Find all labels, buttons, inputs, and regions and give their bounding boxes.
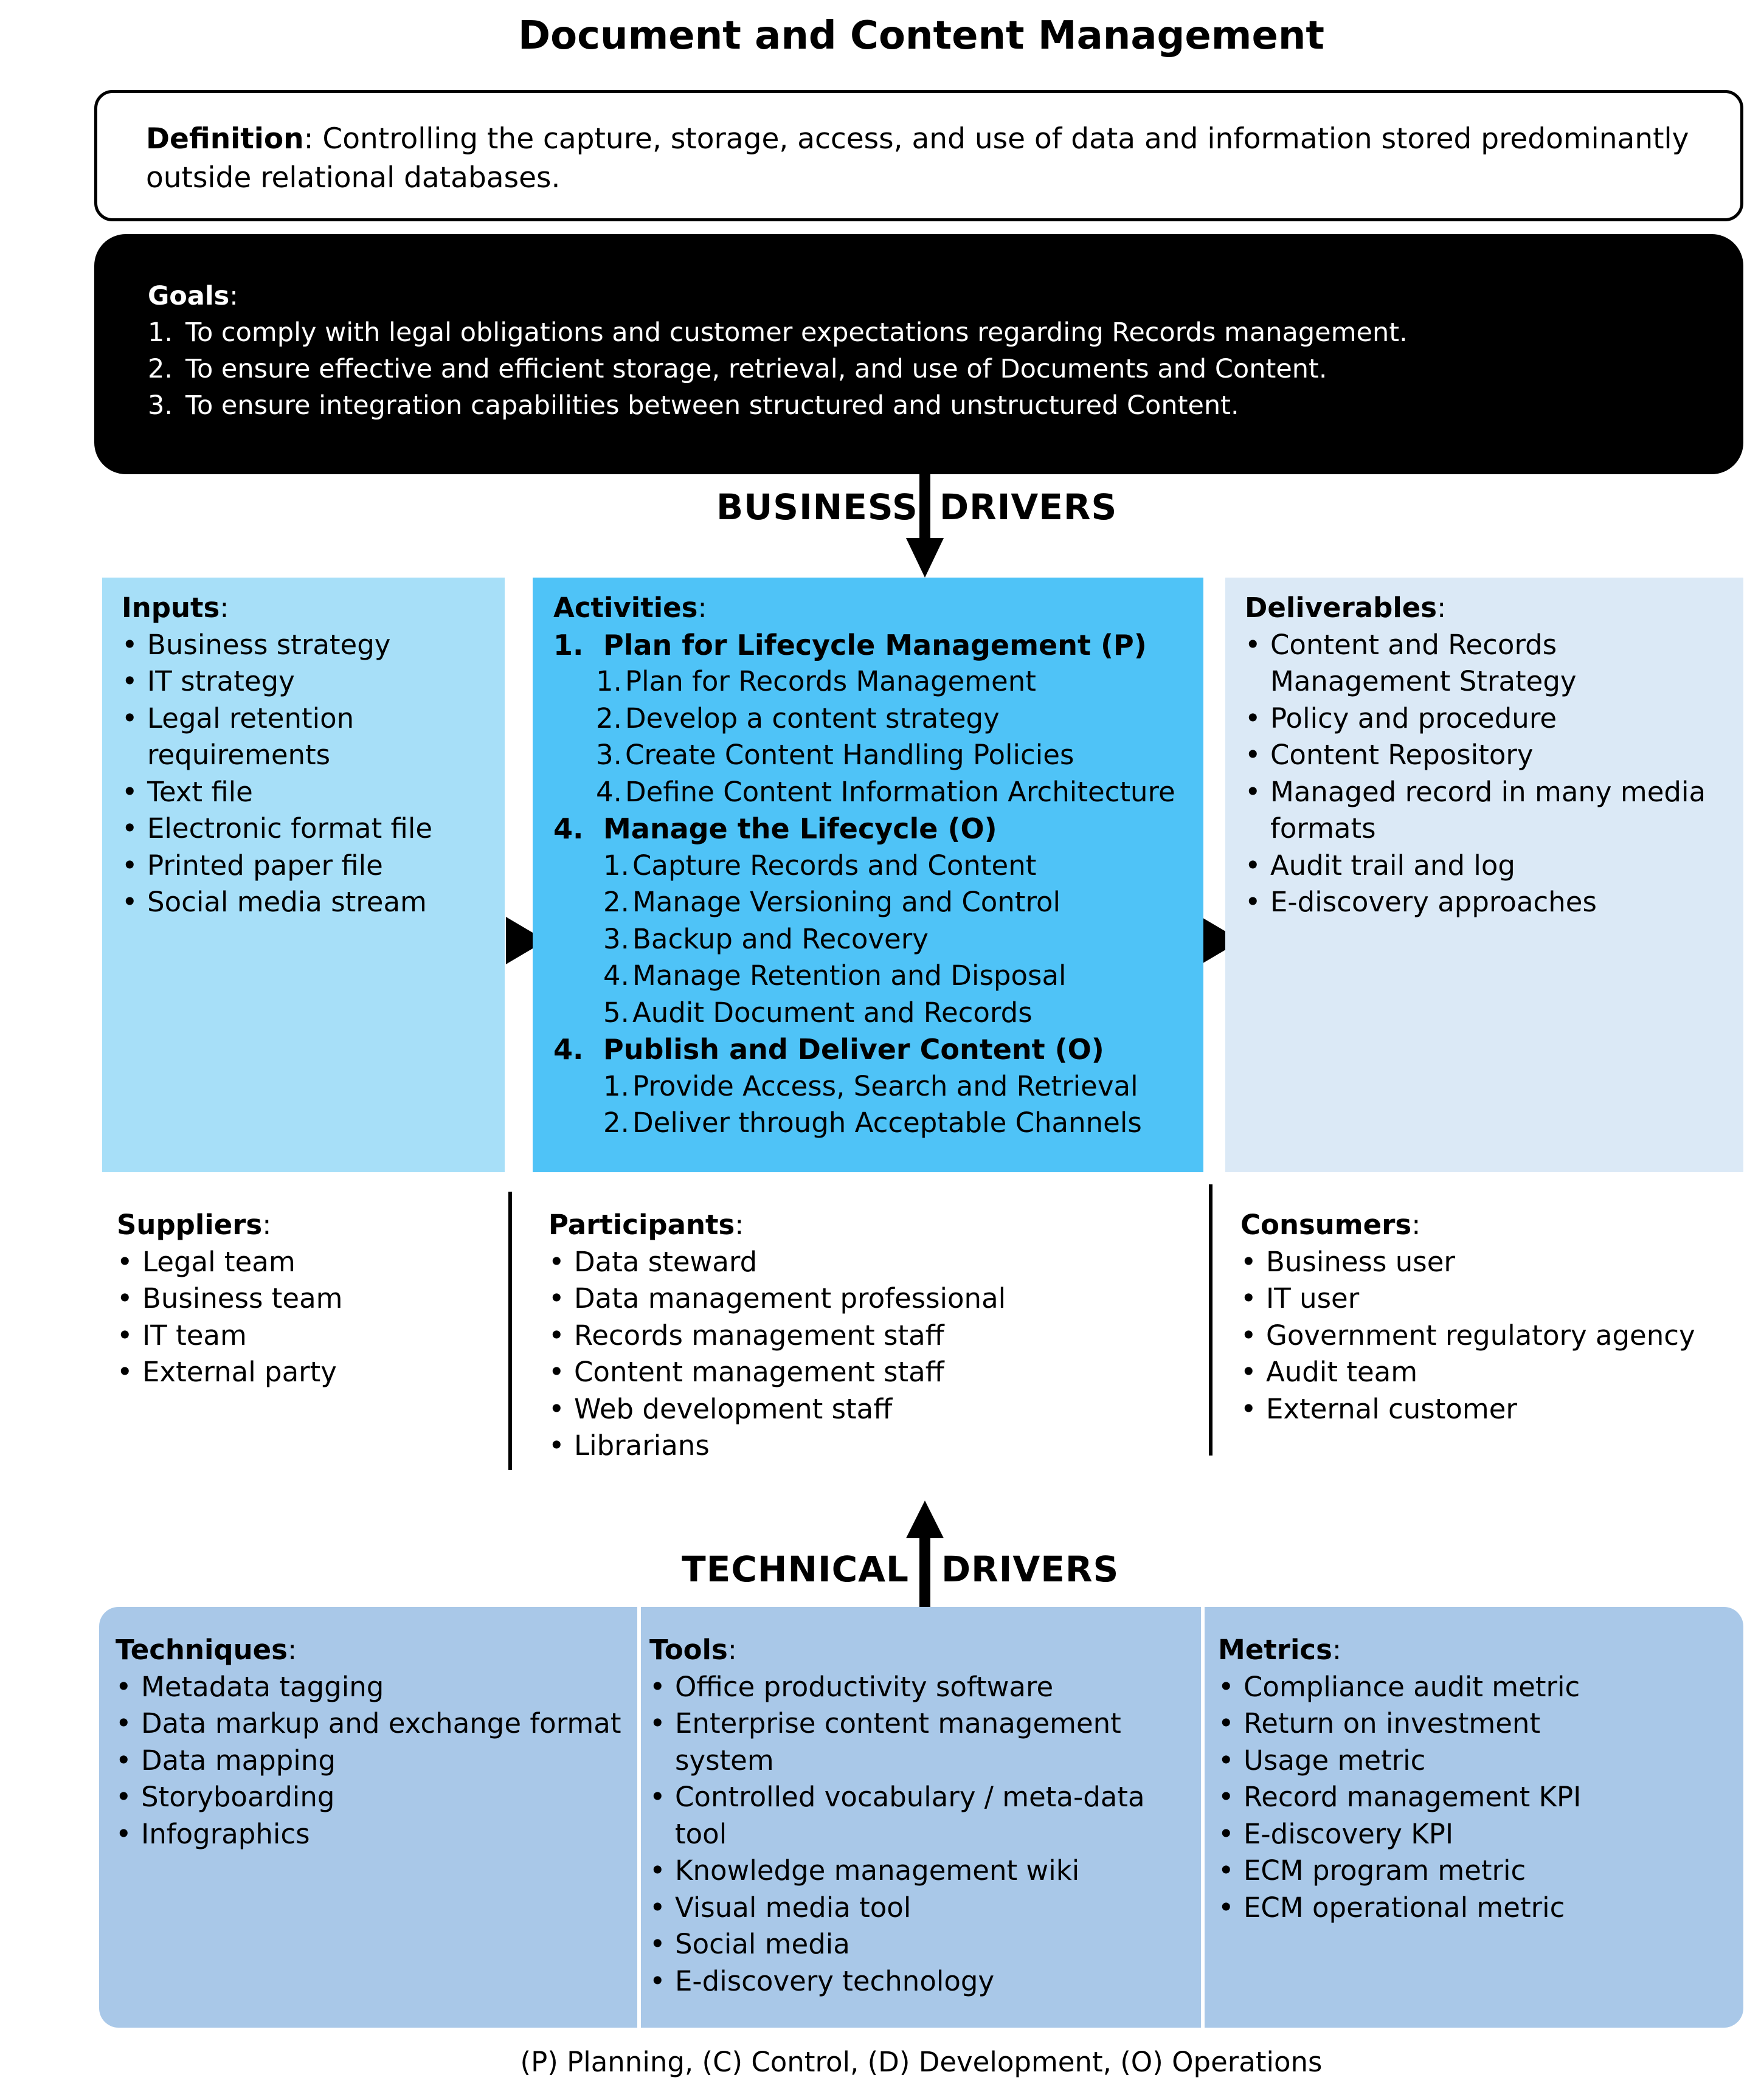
- deliverables-label: Deliverables: [1245, 592, 1437, 624]
- list-item: • External party: [117, 1354, 499, 1391]
- activity-sub-item: [596, 700, 1197, 737]
- activity-title: Manage the Lifecycle (O): [603, 812, 997, 845]
- list-item: • Controlled vocabulary / meta-data tool: [649, 1779, 1197, 1853]
- goal-num: 3.: [148, 390, 173, 421]
- list-item: • Managed record in many media formats: [1245, 774, 1708, 848]
- goal-text: To comply with legal obligations and customer expectations regarding Records management.: [185, 317, 1408, 348]
- list-item: • Enterprise content management system: [649, 1705, 1197, 1779]
- activity-num: 4.: [553, 812, 584, 845]
- list-item: • Knowledge management wiki: [649, 1853, 1197, 1890]
- activity-sub-list: [553, 663, 1197, 810]
- list-item: • Social media: [649, 1926, 1197, 1963]
- list-item: • Business user: [1240, 1244, 1744, 1281]
- participants-label: Participants: [548, 1209, 735, 1241]
- definition-text-line2: outside relational databases.: [146, 161, 561, 195]
- list-item: • Audit trail and log: [1245, 848, 1737, 885]
- activity-num: 4.: [553, 1033, 584, 1066]
- list-item: • IT user: [1240, 1280, 1744, 1318]
- activity-sub-item: [603, 995, 1197, 1032]
- activity-sub-item: [603, 1105, 1197, 1142]
- divider: [1209, 1184, 1213, 1456]
- technical-drivers-label-left: TECHNICAL: [682, 1549, 909, 1590]
- list-item: • Office productivity software: [649, 1669, 1197, 1706]
- page-title: Document and Content Management: [518, 13, 1324, 58]
- list-item: • Business team: [117, 1280, 499, 1318]
- sub-num: 1.: [603, 1069, 629, 1102]
- list-item: • Content Repository: [1245, 737, 1737, 774]
- activity-group: [553, 810, 1197, 848]
- sub-text: Deliver through Acceptable Channels: [632, 1107, 1142, 1139]
- list-item: • Audit team: [1240, 1354, 1744, 1391]
- activity-sub-item: [603, 921, 1197, 958]
- techniques-list: [116, 1669, 632, 1853]
- list-item: • Librarians: [548, 1428, 1198, 1465]
- sub-text: Develop a content strategy: [625, 702, 1000, 734]
- activity-sub-item: [596, 663, 1197, 700]
- definition-text: : Controlling the capture, storage, access, and use of data and information stored predominantly: [303, 122, 1689, 156]
- list-item: • Return on investment: [1218, 1705, 1741, 1743]
- business-drivers-label-left: BUSINESS: [716, 486, 918, 528]
- deliverables-panel: Deliverables: • Content and Records Management Strategy • Policy and procedure • Content Repository • Managed record in many media formats • Audit trail and log • E-discovery approaches: [1225, 578, 1743, 1172]
- list-item: • Electronic format file: [122, 810, 499, 848]
- consumers-panel: Consumers: • Business user • IT user • Government regulatory agency • Audit team • External customer: [1221, 1207, 1744, 1428]
- list-item: • ECM program metric: [1218, 1853, 1741, 1890]
- sub-text: Backup and Recovery: [632, 922, 929, 955]
- techniques-panel: Techniques: • Metadata tagging • Data markup and exchange format • Data mapping • Storyboarding • Infographics: [116, 1632, 632, 1853]
- sub-text: Provide Access, Search and Retrieval: [632, 1069, 1138, 1102]
- list-item: • E-discovery technology: [649, 1963, 1197, 2000]
- sub-text: Define Content Information Architecture: [625, 775, 1175, 808]
- technical-drivers-label-right: DRIVERS: [941, 1549, 1119, 1590]
- activity-num: 1.: [553, 628, 584, 661]
- activity-sub-list: [553, 848, 1197, 1032]
- tools-panel: Tools: • Office productivity software • Enterprise content management system • Controlled vocabulary / meta-data tool • Knowledge management wiki • Visual media tool • Social media • E-discovery technology: [649, 1632, 1197, 2000]
- list-item: • IT strategy: [122, 663, 499, 700]
- list-item: • Printed paper file: [122, 848, 499, 885]
- participants-list: [548, 1244, 1198, 1465]
- tools-list: [649, 1669, 1197, 2000]
- suppliers-label: Suppliers: [117, 1209, 263, 1241]
- activity-group: [553, 627, 1197, 664]
- activity-sub-item: [603, 1068, 1197, 1105]
- sub-text: Manage Versioning and Control: [632, 886, 1061, 918]
- list-item: • External customer: [1240, 1391, 1744, 1428]
- activities-label: Activities: [553, 592, 698, 624]
- list-item: • ECM operational metric: [1218, 1890, 1741, 1927]
- consumers-list: [1240, 1244, 1744, 1428]
- list-item: • Visual media tool: [649, 1890, 1197, 1927]
- sub-num: 1.: [603, 849, 629, 882]
- list-item: • Usage metric: [1218, 1743, 1741, 1780]
- column-divider: [637, 1607, 641, 2028]
- sub-num: 2.: [603, 886, 629, 918]
- list-item: • IT team: [117, 1318, 499, 1355]
- sub-num: 5.: [603, 996, 629, 1029]
- consumers-label: Consumers: [1240, 1209, 1412, 1241]
- deliverables-list: [1245, 627, 1737, 921]
- activity-sub-list: [553, 1068, 1197, 1142]
- list-item: • Web development staff: [548, 1391, 1198, 1428]
- list-item: • Record management KPI: [1218, 1779, 1741, 1816]
- activity-sub-item: [603, 884, 1197, 921]
- activity-sub-item: [596, 737, 1197, 774]
- activity-sub-item: [603, 958, 1197, 995]
- suppliers-list: [117, 1244, 499, 1391]
- list-item: • Data management professional: [548, 1280, 1198, 1318]
- activities-panel: Activities: 1. Plan for Lifecycle Management (P) 1. Plan for Records Management 2. Develop a content strategy 3. Create Content Handling Policies 4. Define Content Information Architecture 4. Manage the Lifecycle (O) 1. Capture Records and Content 2. Manage Versioning and Control 3. Backup and Recovery 4. Manage Retention and Disposal 5. Audit Document and Records 4. Publish and Deliver Content (O) 1. Provide Access, Search and Retrieval 2. Deliver through Acceptable Channels: [533, 578, 1203, 1172]
- list-item: • Storyboarding: [116, 1779, 632, 1816]
- inputs-label: Inputs: [122, 592, 220, 624]
- participants-panel: Participants: • Data steward • Data management professional • Records management staff • Content management staff • Web development staff • Librarians: [529, 1207, 1198, 1465]
- list-item: • Legal team: [117, 1244, 499, 1281]
- tools-label: Tools: [649, 1634, 728, 1666]
- list-item: • Metadata tagging: [116, 1669, 632, 1706]
- metrics-list: [1218, 1669, 1741, 1927]
- sub-text: Manage Retention and Disposal: [632, 959, 1067, 992]
- list-item: • Social media stream: [122, 884, 499, 921]
- activity-sub-item: [596, 774, 1197, 811]
- sub-num: 2.: [596, 702, 622, 734]
- list-item: • Content management staff: [548, 1354, 1198, 1391]
- metrics-label: Metrics: [1218, 1634, 1332, 1666]
- goal-text: To ensure integration capabilities between structured and unstructured Content.: [185, 390, 1239, 421]
- sub-num: 4.: [596, 775, 622, 808]
- technical-drivers-arrow: [906, 1501, 944, 1607]
- footer-legend: (P) Planning, (C) Control, (D) Development, (O) Operations: [520, 2046, 1323, 2078]
- goal-num: 2.: [148, 354, 173, 384]
- activity-group: [553, 1031, 1197, 1068]
- sub-num: 3.: [603, 922, 629, 955]
- metrics-panel: Metrics: • Compliance audit metric • Return on investment • Usage metric • Record management KPI • E-discovery KPI • ECM program metric • ECM operational metric: [1218, 1632, 1741, 1926]
- goal-text: To ensure effective and efficient storage, retrieval, and use of Documents and Content.: [185, 354, 1327, 384]
- techniques-label: Techniques: [116, 1634, 288, 1666]
- sub-text: Audit Document and Records: [632, 996, 1033, 1029]
- list-item: • Records management staff: [548, 1318, 1198, 1355]
- list-item: • Content and Records Management Strategy: [1245, 627, 1732, 700]
- suppliers-panel: Suppliers: • Legal team • Business team • IT team • External party: [97, 1207, 499, 1391]
- list-item: • Infographics: [116, 1816, 632, 1853]
- inputs-list: [122, 627, 499, 921]
- inputs-panel: Inputs: • Business strategy • IT strategy • Legal retention requirements • Text file • Electronic format file • Printed paper file • Social media stream: [102, 578, 505, 1172]
- list-item: • Data markup and exchange format: [116, 1705, 632, 1743]
- goals-label: Goals: [148, 281, 230, 311]
- list-item: • Compliance audit metric: [1218, 1669, 1741, 1706]
- list-item: • E-discovery KPI: [1218, 1816, 1741, 1853]
- sub-num: 3.: [596, 739, 622, 771]
- divider: [508, 1192, 512, 1470]
- activity-title: Publish and Deliver Content (O): [603, 1033, 1104, 1066]
- business-drivers-label-right: DRIVERS: [939, 486, 1118, 528]
- list-item: • Policy and procedure: [1245, 700, 1737, 737]
- sub-num: 2.: [603, 1107, 629, 1139]
- list-item: • Legal retention requirements: [122, 700, 366, 774]
- list-item: • Business strategy: [122, 627, 499, 664]
- sub-text: Create Content Handling Policies: [625, 739, 1074, 771]
- goals-box: Goals: 1. To comply with legal obligations and customer expectations regarding Records management. 2. To ensure effective and efficient storage, retrieval, and use of Documents and Content. 3. To ensure integration capabilities between structured and unstructured Content.: [94, 234, 1743, 474]
- list-item: • Data steward: [548, 1244, 1198, 1281]
- list-item: • Text file: [122, 774, 499, 811]
- activity-title: Plan for Lifecycle Management (P): [603, 628, 1147, 661]
- sub-num: 1.: [596, 665, 622, 697]
- sub-text: Plan for Records Management: [625, 665, 1036, 697]
- sub-text: Capture Records and Content: [632, 849, 1037, 882]
- activity-sub-item: [603, 848, 1197, 885]
- column-divider: [1201, 1607, 1205, 2028]
- definition-label: Definition: [146, 122, 304, 156]
- goal-num: 1.: [148, 317, 173, 348]
- sub-num: 4.: [603, 959, 629, 992]
- list-item: • E-discovery approaches: [1245, 884, 1737, 921]
- list-item: • Government regulatory agency: [1240, 1318, 1744, 1355]
- list-item: • Data mapping: [116, 1743, 632, 1780]
